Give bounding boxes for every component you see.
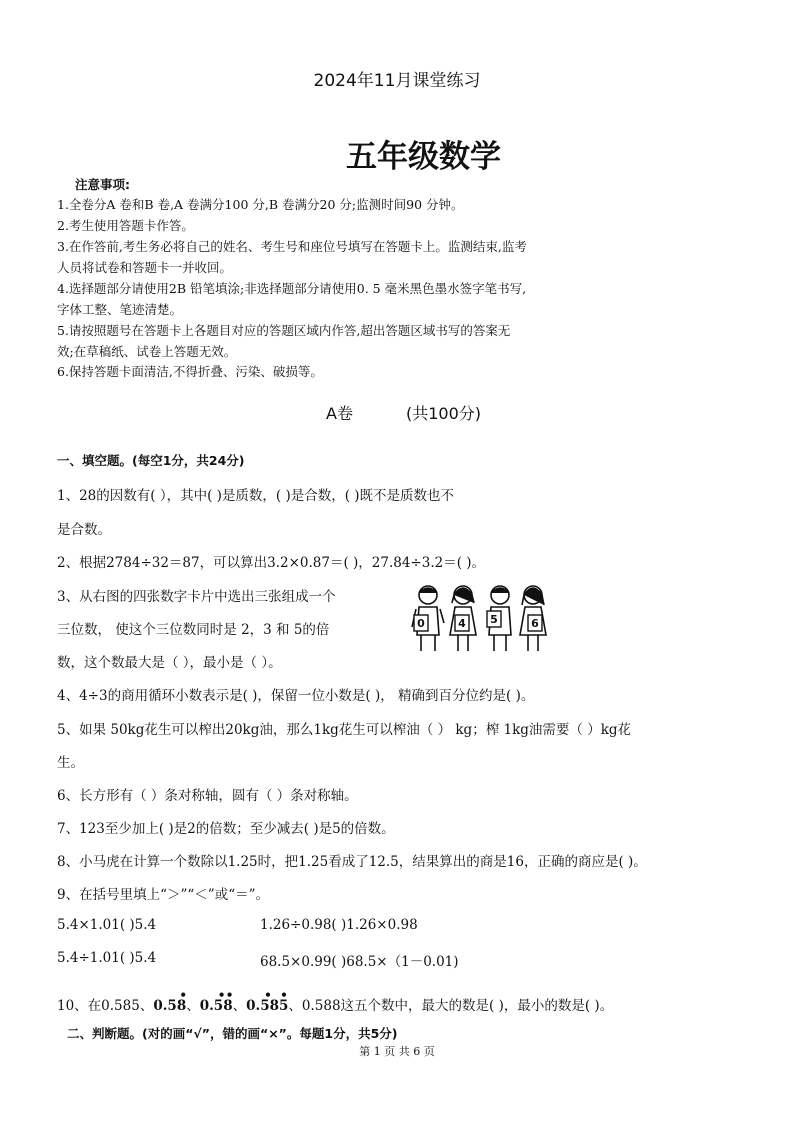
question-8: 8、小马虎在计算一个数除以1.25时，把1.25看成了12.5，结果算出的商是16，正确的商应是( )。 <box>57 854 647 870</box>
exam-title: 五年级数学 <box>346 139 501 175</box>
question-6: 6、长方形有（ ）条对称轴，圆有（ ）条对称轴。 <box>57 788 358 804</box>
question-9: 9、在括号里填上“＞”“＜”或“＝”。 <box>57 887 269 903</box>
note-line: 3.在作答前,考生务必将自己的姓名、考生号和座位号填写在答题卡上。监测结束,监考 <box>57 239 527 254</box>
question-7: 7、123至少加上( )是2的倍数；至少减去( )是5的倍数。 <box>57 821 395 837</box>
number-cards-figure <box>408 583 550 655</box>
question-3-line3: 数，这个数最大是（ ），最小是（ ）。 <box>57 655 282 671</box>
repeat-dot: • <box>217 988 226 1002</box>
note-line: 效;在草稿纸、试卷上答题无效。 <box>57 344 237 359</box>
note-line: 1.全卷分A 卷和B 卷,A 卷满分100 分,B 卷满分20 分;监测时间90 分钟。 <box>57 197 464 212</box>
exam-subtitle: 2024年11月课堂练习 <box>313 71 481 91</box>
card-6-label: 6 <box>531 617 539 630</box>
question-3-line2: 三位数， 使这个三位数同时是 2，3 和 5的倍 <box>57 622 330 638</box>
separator: 、 <box>232 998 247 1014</box>
question-10-prefix: 10、在0.585、 <box>57 998 154 1014</box>
note-line: 人员将试卷和答题卡一并收回。 <box>57 260 233 275</box>
separator: 、 <box>186 998 200 1014</box>
note-line: 2.考生使用答题卡作答。 <box>57 218 194 233</box>
question-9-item: 5.4×1.01( )5.4 <box>57 917 157 933</box>
notes-heading: 注意事项: <box>75 177 130 192</box>
repeating-decimal-3-value: 0.585 <box>246 998 289 1014</box>
repeat-dot: • <box>264 988 272 1002</box>
repeat-dot: • <box>179 988 187 1002</box>
question-9-item: 1.26÷0.98( )1.26×0.98 <box>260 917 418 933</box>
repeating-decimal-2 <box>199 988 234 1014</box>
card-5-label: 5 <box>490 613 498 626</box>
question-10-suffix: 、0.588这五个数中，最大的数是( )，最小的数是( )。 <box>288 998 614 1014</box>
card-0-label: 0 <box>417 617 425 630</box>
question-10 <box>57 988 614 1014</box>
question-2: 2、根据2784÷32＝87，可以算出3.2×0.87＝( )，27.84÷3.2＝( )。 <box>57 555 486 571</box>
question-9-item: 5.4÷1.01( )5.4 <box>57 950 157 966</box>
card-4-label: 4 <box>458 617 466 630</box>
note-line: 字体工整、笔迹清楚。 <box>57 302 183 317</box>
question-9-item: 68.5×0.99( )68.5×（1－0.01) <box>260 954 459 970</box>
part2-heading: 二、判断题。(对的画“√”，错的画“×”。每题1分，共5分) <box>67 1026 398 1041</box>
note-line: 5.请按照题号在答题卡上各题目对应的答题区域内作答,超出答题区域书写的答案无 <box>57 323 511 338</box>
question-4: 4、4÷3的商用循环小数表示是( )，保留一位小数是( )， 精确到百分位约是( )。 <box>57 688 535 704</box>
repeating-decimal-1 <box>153 988 187 1014</box>
question-1-cont: 是合数。 <box>57 522 111 538</box>
page-number: 第 1 页 共 6 页 <box>359 1045 435 1058</box>
question-5-cont: 生。 <box>57 755 84 771</box>
question-3: 3、从右图的四张数字卡片中选出三张组成一个 <box>57 589 336 605</box>
repeating-decimal-3 <box>246 988 289 1014</box>
note-line: 4.选择题部分请使用2B 铅笔填涂;非选择题部分请使用0. 5 毫米黑色墨水签字笔书写, <box>57 281 527 296</box>
note-line: 6.保持答题卡面清洁,不得折叠、污染、破损等。 <box>57 364 323 379</box>
repeat-dot: • <box>280 988 288 1002</box>
part1-heading: 一、填空题。(每空1分，共24分) <box>57 453 245 468</box>
section-a-label: A卷 <box>326 404 353 423</box>
question-1: 1、28的因数有( ），其中( )是质数，( )是合数，( )既不是质数也不 <box>57 488 455 504</box>
repeating-decimal-1-value: 0.58 <box>153 998 187 1014</box>
question-5: 5、如果 50kg花生可以榨出20kg油，那么1kg花生可以榨油（ ） kg；榨 1kg油需要（ ）kg花 <box>57 722 632 738</box>
repeating-decimal-2-value: 0.58 <box>199 998 233 1014</box>
section-a-points: (共100分) <box>406 404 482 423</box>
repeat-dot: • <box>225 988 234 1002</box>
